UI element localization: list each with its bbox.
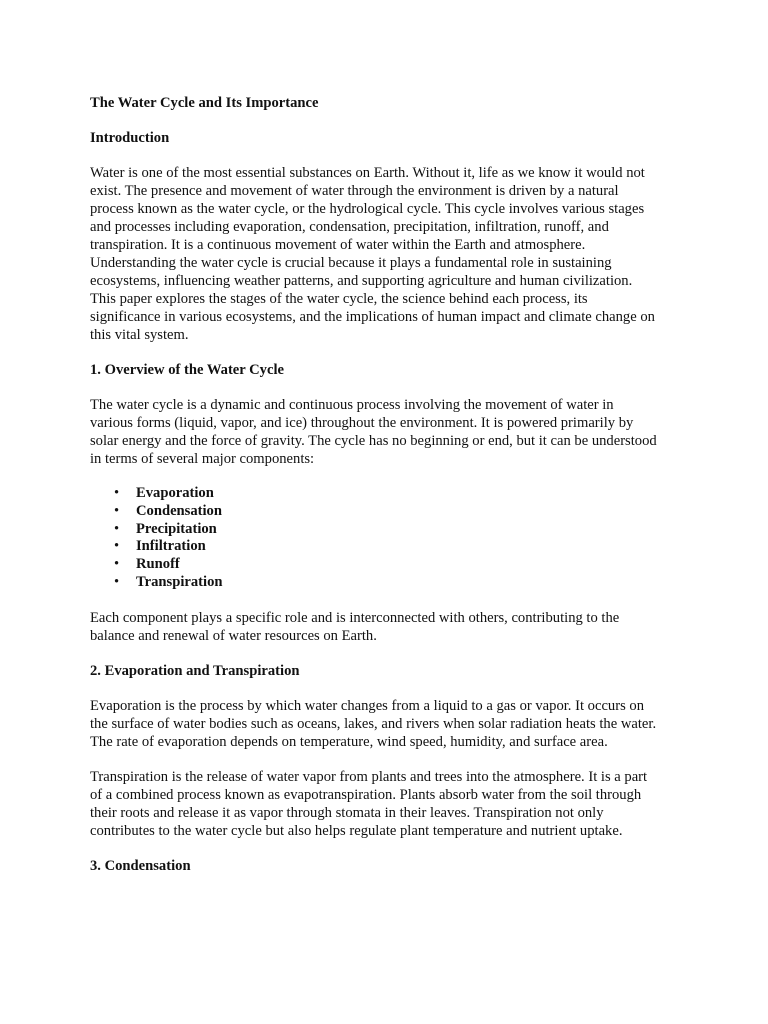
list-item <box>90 556 682 574</box>
paragraph-line: contributes to the water cycle but also helps regulate plant temperature and nutrient uptake. <box>90 822 623 839</box>
paragraph-line: This paper explores the stages of the water cycle, the science behind each process, its <box>90 291 588 307</box>
paragraph-line: their roots and release it as vapor through stomata in their leaves. Transpiration not only <box>90 804 604 821</box>
paragraph-line: significance in various ecosystems, and the implications of human impact and climate change on <box>90 309 655 325</box>
paragraph-line: and processes including evaporation, condensation, precipitation, infiltration, runoff, and <box>90 219 609 235</box>
paragraph-line: this vital system. <box>90 327 189 343</box>
bullet-icon: • <box>114 485 120 501</box>
introduction-paragraph <box>90 164 682 344</box>
list-item <box>90 521 682 539</box>
transpiration-paragraph <box>90 768 682 840</box>
paragraph-line: ecosystems, influencing weather patterns, and supporting agriculture and human civilization. <box>90 273 633 289</box>
paragraph-line: the surface of water bodies such as oceans, lakes, and rivers when solar radiation heats the water. <box>90 715 657 732</box>
bullet-icon: • <box>114 538 120 555</box>
list-item-label: Condensation <box>136 502 222 519</box>
list-item <box>90 538 682 556</box>
paragraph-line: various forms (liquid, vapor, and ice) throughout the environment. It is powered primarily by <box>90 415 634 431</box>
components-list <box>90 485 682 592</box>
paragraph-line: transpiration. It is a continuous movement of water within the Earth and atmosphere. <box>90 237 586 253</box>
document-title: The Water Cycle and Its Importance <box>90 95 319 111</box>
paragraph-line: process known as the water cycle, or the hydrological cycle. This cycle involves various stages <box>90 201 645 217</box>
paragraph-line: Evaporation is the process by which water changes from a liquid to a gas or vapor. It occurs on <box>90 697 644 714</box>
paragraph-line: Water is one of the most essential substances on Earth. Without it, life as we know it would not <box>90 165 645 181</box>
paragraph-line: exist. The presence and movement of water through the environment is driven by a natural <box>90 183 619 199</box>
section-heading-overview: 1. Overview of the Water Cycle <box>90 362 284 378</box>
paragraph-line: of a combined process known as evapotranspiration. Plants absorb water from the soil through <box>90 786 642 803</box>
document-page <box>90 94 682 892</box>
section-heading-evaporation: 2. Evaporation and Transpiration <box>90 662 300 679</box>
paragraph-line: balance and renewal of water resources on Earth. <box>90 627 377 644</box>
paragraph-line: The water cycle is a dynamic and continuous process involving the movement of water in <box>90 397 614 413</box>
list-item-label: Evaporation <box>136 485 214 501</box>
list-item-label: Transpiration <box>136 573 223 590</box>
bullet-icon: • <box>114 502 120 519</box>
list-item-label: Runoff <box>136 556 180 573</box>
paragraph-line: in terms of several major components: <box>90 451 315 467</box>
list-item <box>90 574 682 592</box>
bullet-icon: • <box>114 573 120 590</box>
list-item <box>90 503 682 521</box>
introduction-heading: Introduction <box>90 130 170 146</box>
list-item-label: Precipitation <box>136 520 217 537</box>
paragraph-line: solar energy and the force of gravity. The cycle has no beginning or end, but it can be understood <box>90 433 657 449</box>
paragraph-line: Each component plays a specific role and is interconnected with others, contributing to the <box>90 609 620 626</box>
paragraph-line: Transpiration is the release of water vapor from plants and trees into the atmosphere. It is a part <box>90 768 648 785</box>
list-item <box>90 485 682 503</box>
overview-paragraph <box>90 396 682 468</box>
bullet-icon: • <box>114 520 120 537</box>
evaporation-paragraph <box>90 697 682 751</box>
bullet-icon: • <box>114 556 120 573</box>
components-closing-paragraph <box>90 609 682 645</box>
list-item-label: Infiltration <box>136 538 206 555</box>
paragraph-line: The rate of evaporation depends on temperature, wind speed, humidity, and surface area. <box>90 733 608 750</box>
paragraph-line: Understanding the water cycle is crucial because it plays a fundamental role in sustaining <box>90 255 612 271</box>
section-heading-condensation: 3. Condensation <box>90 857 191 874</box>
